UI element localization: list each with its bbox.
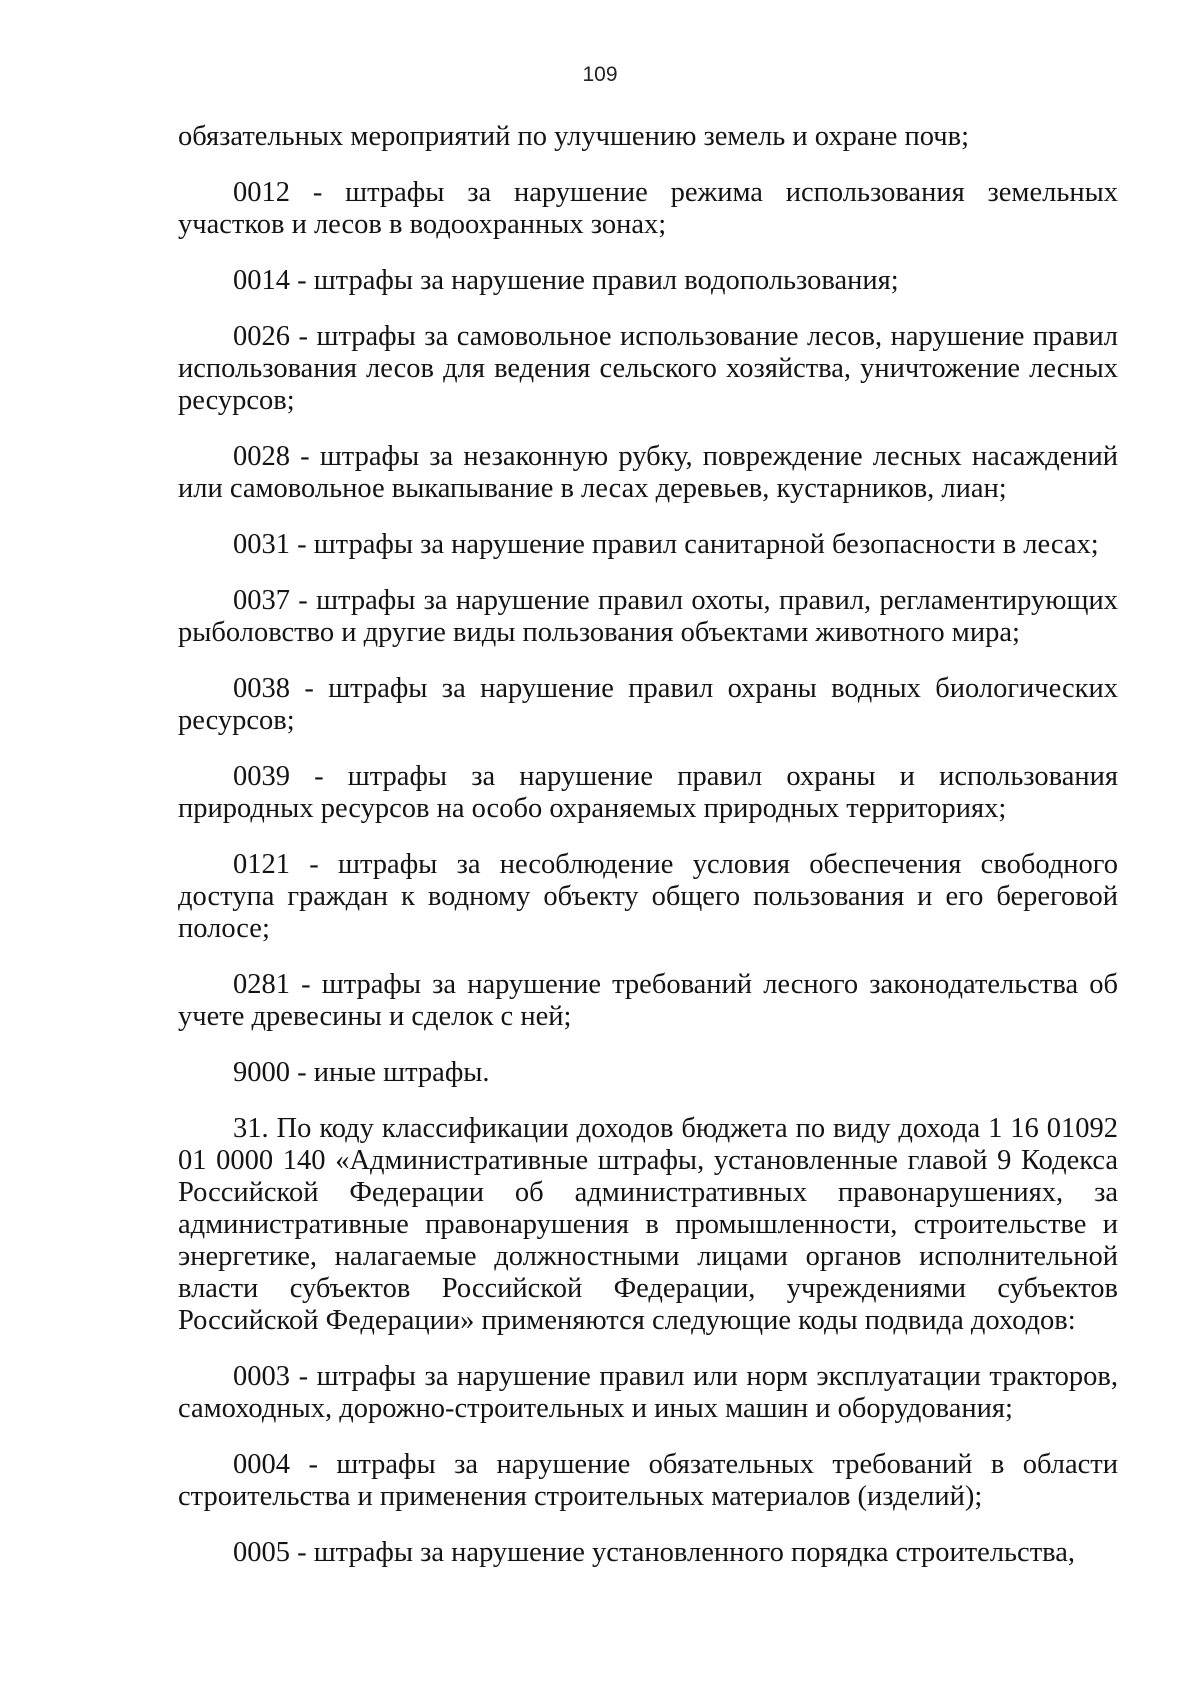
paragraph: 0031 - штрафы за нарушение правил санитарной безопасности в лесах; [233,529,1099,560]
paragraph: 9000 - иные штрафы. [233,1057,490,1088]
paragraph: 0014 - штрафы за нарушение правил водопользования; [233,265,899,296]
paragraph: 0028 - штрафы за незаконную рубку, повреждение лесных насаждений или самовольное выкапывание в лесах деревьев, кустарников, лиан; [178,441,1118,504]
paragraph: 0038 - штрафы за нарушение правил охраны водных биологических ресурсов; [178,673,1118,736]
paragraph: 0012 - штрафы за нарушение режима использования земельных участков и лесов в водоохранных зонах; [178,177,1118,240]
paragraph: 0039 - штрафы за нарушение правил охраны и использования природных ресурсов на особо охраняемых природных территориях; [178,761,1118,824]
paragraph: 0004 - штрафы за нарушение обязательных требований в области строительства и применения строительных материалов (изделий); [178,1449,1118,1512]
paragraph: 0281 - штрафы за нарушение требований лесного законодательства об учете древесины и сделок с ней; [178,969,1118,1032]
paragraph: 0037 - штрафы за нарушение правил охоты, правил, регламентирующих рыболовство и другие виды пользования объектами животного мира; [178,585,1118,648]
paragraph: обязательных мероприятий по улучшению земель и охране почв; [178,121,970,152]
paragraph: 0026 - штрафы за самовольное использование лесов, нарушение правил использования лесов для ведения сельского хозяйства, уничтожение лесных ресурсов; [178,321,1118,416]
paragraph: 0121 - штрафы за несоблюдение условия обеспечения свободного доступа граждан к водному объекту общего пользования и его береговой полосе; [178,849,1118,944]
paragraph: 0005 - штрафы за нарушение установленного порядка строительства, [233,1537,1076,1568]
paragraph: 31. По коду классификации доходов бюджета по виду дохода 1 16 01092 01 0000 140 «Административные штрафы, установленные главой 9 Кодекса Российской Федерации об административных правонарушениях, за административные правонарушения в промышленности, строительстве и энергетике, налагаемые должностными лицами органов исполнительной власти субъектов Российской Федерации, учреждениями субъектов Российской Федерации» применяются следующие коды подвида доходов: [178,1113,1118,1336]
paragraph: 0003 - штрафы за нарушение правил или норм эксплуатации тракторов, самоходных, дорожно-строительных и иных машин и оборудования; [178,1361,1118,1424]
page-number: 109 [582,63,618,86]
document-body [178,121,1118,1569]
